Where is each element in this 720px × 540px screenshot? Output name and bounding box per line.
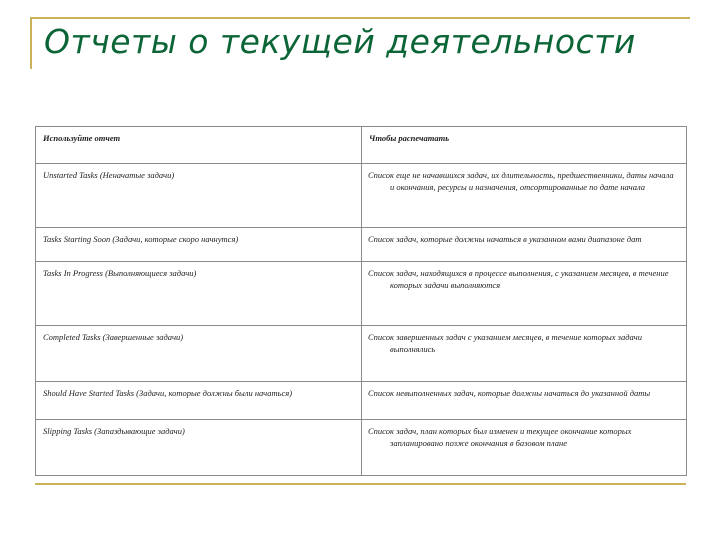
frame-left-line [30,17,32,69]
report-description-cell: Список задач, план которых был изменен и текущее окончание которых запланировано позже окончания в базовом плане [362,420,687,476]
report-description-cell: Список еще не начавшихся задач, их длительность, предшественники, даты начала и окончания, ресурсы и назначения, отсортированные по дате начала [362,164,687,228]
report-name-cell: Slipping Tasks (Запаздывающие задачи) [36,420,362,476]
report-name-cell: Unstarted Tasks (Неначатые задачи) [36,164,362,228]
table-row [36,326,687,382]
report-name-cell: Tasks In Progress (Выполняющиеся задачи) [36,262,362,326]
report-table [35,126,687,476]
table-header-row [36,127,687,164]
table-row [36,382,687,420]
table-row [36,164,687,228]
report-description-cell: Список задач, находящихся в процессе выполнения, с указанием месяцев, в течение которых задачи выполняются [362,262,687,326]
report-name-cell: Completed Tasks (Завершенные задачи) [36,326,362,382]
report-table-container [35,126,686,476]
report-name-cell: Should Have Started Tasks (Задачи, которые должны были начаться) [36,382,362,420]
report-name-cell: Tasks Starting Soon (Задачи, которые скоро начнутся) [36,228,362,262]
report-description-cell: Список задач, которые должны начаться в указанном вами диапазоне дат [362,228,687,262]
table-row [36,262,687,326]
report-description-cell: Список невыполненных задач, которые должны начаться до указанной даты [362,382,687,420]
slide-title: Отчеты о текущей деятельности [44,22,636,61]
report-description-cell: Список завершенных задач с указанием месяцев, в течение которых задачи выполнялись [362,326,687,382]
header-use-report: Используйте отчет [36,127,362,164]
table-bottom-rule [35,483,686,485]
header-to-print: Чтобы распечатать [362,127,687,164]
frame-top-line [30,17,690,19]
table-row [36,228,687,262]
table-row [36,420,687,476]
